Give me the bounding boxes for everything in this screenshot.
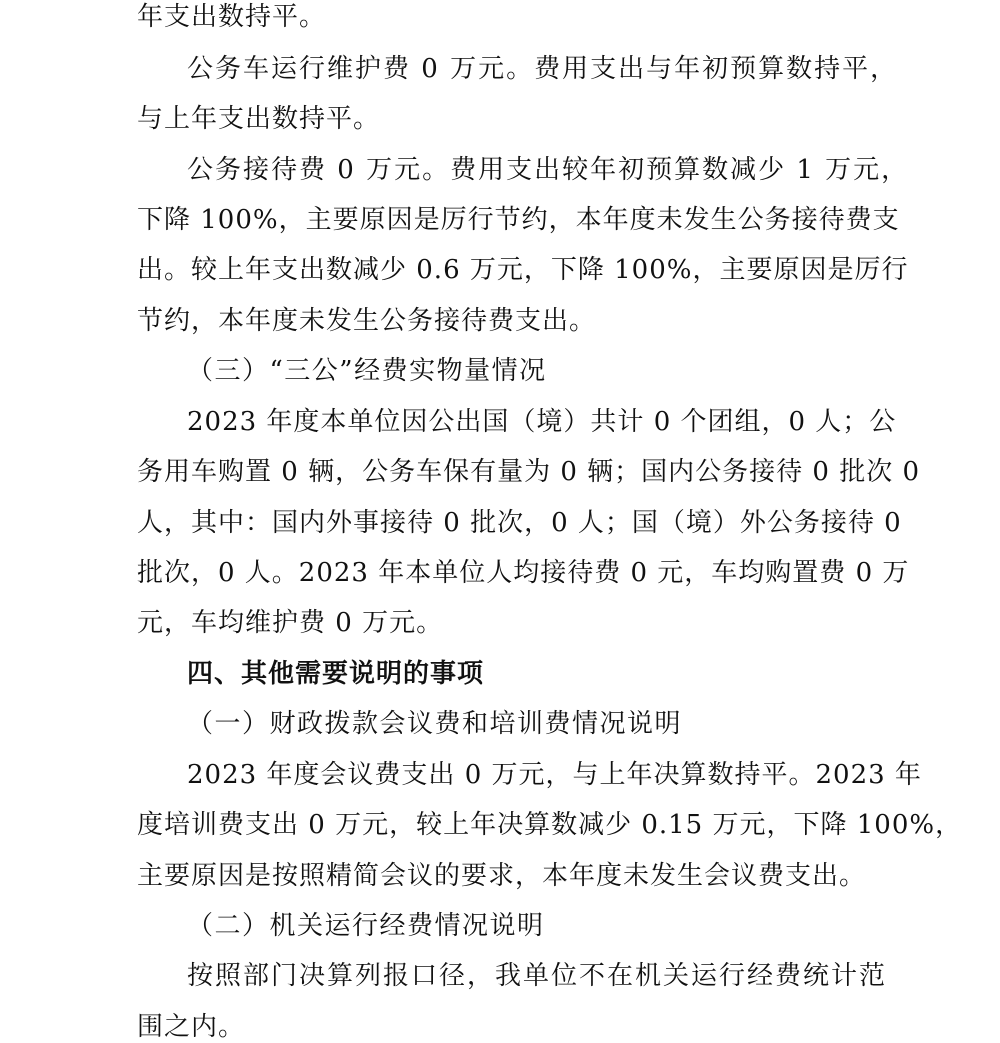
section-heading: 四、其他需要说明的事项 xyxy=(187,659,485,689)
text-line: 元，车均维护费 0 万元。 xyxy=(137,608,444,638)
text-line: 务用车购置 0 辆，公务车保有量为 0 辆；国内公务接待 0 批次 0 xyxy=(137,457,921,487)
text-line: 围之内。 xyxy=(137,1012,246,1042)
text-line: 出。较上年支出数减少 0.6 万元，下降 100%，主要原因是厉行 xyxy=(137,255,909,285)
text-line: 2023 年度会议费支出 0 万元，与上年决算数持平。2023 年 xyxy=(187,760,922,790)
text-line: 主要原因是按照精简会议的要求，本年度未发生会议费支出。 xyxy=(137,861,867,891)
section-subheading: （一）财政拨款会议费和培训费情况说明 xyxy=(187,709,683,739)
text-line: 按照部门决算列报口径，我单位不在机关运行经费统计范 xyxy=(187,961,888,991)
text-line: 人，其中：国内外事接待 0 批次，0 人；国（境）外公务接待 0 xyxy=(137,508,902,538)
text-line: 度培训费支出 0 万元，较上年决算数减少 0.15 万元，下降 100%， xyxy=(137,810,963,840)
section-subheading: （二）机关运行经费情况说明 xyxy=(187,911,545,941)
text-line: 年支出数持平。 xyxy=(137,2,327,32)
text-line: 下降 100%，主要原因是厉行节约，本年度未发生公务接待费支 xyxy=(137,205,900,235)
text-line: 批次，0 人。2023 年本单位人均接待费 0 元，车均购置费 0 万 xyxy=(137,558,910,588)
section-subheading: （三）“三公”经费实物量情况 xyxy=(187,356,547,386)
text-line: 2023 年度本单位因公出国（境）共计 0 个团组，0 人；公 xyxy=(187,407,897,437)
text-line: 公务车运行维护费 0 万元。费用支出与年初预算数持平， xyxy=(187,54,899,84)
text-line: 与上年支出数持平。 xyxy=(137,104,381,134)
text-line: 公务接待费 0 万元。费用支出较年初预算数减少 1 万元， xyxy=(187,155,910,185)
text-line: 节约，本年度未发生公务接待费支出。 xyxy=(137,306,597,336)
